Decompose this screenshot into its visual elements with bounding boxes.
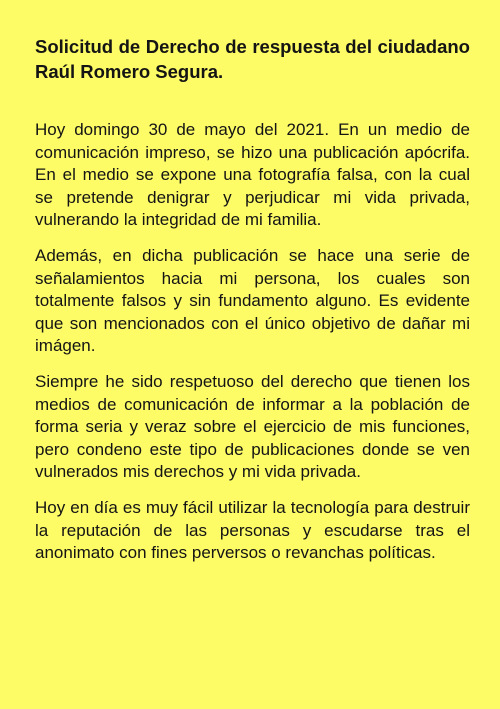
- paragraph-4: Hoy en día es muy fácil utilizar la tecnología para destruir la reputación de las personas y escudarse tras el anonimato con fines perversos o revanchas políticas.: [35, 497, 470, 563]
- paragraph-1: Hoy domingo 30 de mayo del 2021. En un medio de comunicación impreso, se hizo una publicación apócrifa. En el medio se expone una fotografía falsa, con la cual se pretende denigrar y perjudicar mi vida privada, vulnerando la integridad de mi familia.: [35, 120, 470, 230]
- document-title: Solicitud de Derecho de respuesta del ciudadano Raúl Romero Segura.: [35, 36, 470, 82]
- paragraph-2: Además, en dicha publicación se hace una serie de señalamientos hacia mi persona, los cuales son totalmente falsos y sin fundamento alguno. Es evidente que son mencionados con el único objetivo de dañar mi imágen.: [35, 245, 470, 356]
- paragraph-3: Siempre he sido respetuoso del derecho que tienen los medios de comunicación de informar a la población de forma seria y veraz sobre el ejercicio de mis funciones, pero condeno este tipo de publicaciones donde se ven vulnerados mis derechos y mi vida privada.: [35, 371, 470, 482]
